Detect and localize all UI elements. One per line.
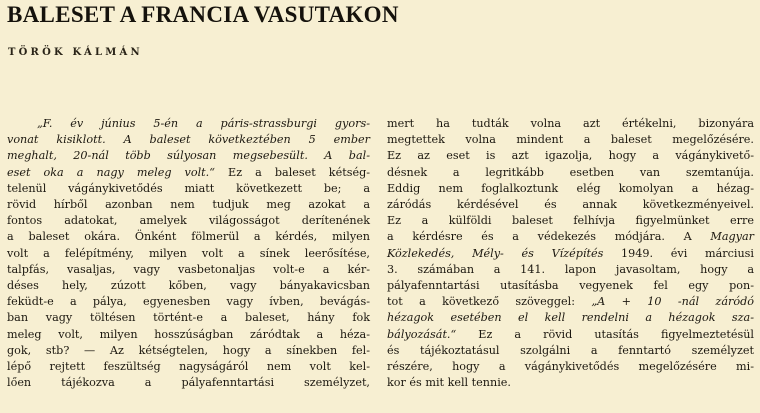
text-line [387, 262, 754, 278]
italic-text-run: „F. év június 5-én a páris-strassburgi gyors- [37, 117, 370, 130]
text-run: volt a felépítmény, milyen volt a sínek leerősítése, [7, 246, 370, 260]
italic-text-run: eset oka a nagy meleg volt.“ [7, 165, 215, 179]
text-line [7, 310, 370, 326]
text-line [387, 213, 754, 229]
text-line [7, 294, 370, 310]
text-line [7, 116, 370, 132]
text-run: a baleset okára. Önként fölmerül a kérdés, milyen [7, 230, 370, 244]
italic-text-run: Közlekedés, Mély- és Vízépítés [387, 246, 604, 260]
text-run: lépő rejtett feszültség nagyságáról nem volt kel- [7, 360, 370, 374]
text-run: rövid hírből azonban nem tudjuk meg azokat a [7, 198, 370, 212]
text-run: a kérdésre és a védekezés módjára. A [387, 230, 711, 244]
text-line [7, 359, 370, 375]
text-line [387, 294, 754, 310]
text-run: pályafenntartási utasításba vegyenek fel egy pon- [387, 279, 754, 293]
italic-text-run: bályozását.“ [387, 327, 457, 341]
italic-text-run: hézagok esetében el kell rendelni a hézagok sza- [387, 311, 754, 325]
text-run: telenül vágánykivetődés miatt következett be; a [7, 181, 370, 195]
text-line [387, 197, 754, 213]
text-run: meleg volt, milyen hosszúságban záródtak a héza- [7, 327, 370, 341]
italic-text-run: Magyar [710, 230, 754, 244]
text-line [7, 375, 370, 391]
text-line [387, 278, 754, 294]
italic-text-run: meghalt, 20-nál több súlyosan megsebesült. A bal- [7, 149, 370, 163]
article-author: TÖRÖK KÁLMÁN [8, 47, 143, 58]
text-line [7, 213, 370, 229]
text-run: záródás kérdésével és annak következményeivel. [387, 198, 754, 212]
text-run: kor és mit kell tennie. [387, 376, 511, 390]
text-run: mert ha tudták volna azt értékelni, bizonyára [387, 117, 754, 130]
text-line [7, 197, 370, 213]
text-line [7, 278, 370, 294]
italic-text-run: „A + 10 -nál záródó [591, 295, 754, 309]
text-run: déses hely, zúzott kőben, vagy bányakavicsban [7, 279, 370, 293]
text-run: Ez a baleset kétség- [214, 165, 371, 179]
article-title: BALESET A FRANCIA VASUTAKON [7, 2, 399, 27]
text-line [7, 262, 370, 278]
text-run: Ez az eset is azt igazolja, hogy a vágánykivető- [387, 149, 754, 163]
text-line [387, 246, 754, 262]
text-line [387, 165, 754, 181]
text-line [387, 229, 754, 245]
text-run: désnek a legritkább esetben van szemtanúja. [387, 165, 754, 179]
text-run: lően tájékozva a pályafenntartási személyzet, [7, 376, 370, 390]
text-line [7, 327, 370, 343]
text-column-left [7, 116, 370, 391]
italic-text-run: vonat kisiklott. A baleset következtében 5 ember [7, 133, 370, 147]
text-run: megtettek volna mindent a baleset megelőzésére. [387, 133, 754, 147]
text-line [387, 148, 754, 164]
text-line [387, 116, 754, 132]
text-run: Eddig nem foglalkoztunk elég komolyan a hézag- [387, 181, 754, 195]
text-line [7, 343, 370, 359]
text-line [7, 148, 370, 164]
text-line [7, 165, 370, 181]
text-line [7, 229, 370, 245]
text-run: részére, hogy a vágánykivetődés megelőzésére mi- [387, 360, 754, 374]
text-line [387, 327, 754, 343]
text-line [387, 343, 754, 359]
text-run: ban vagy töltésen történt-e a baleset, hány fok [7, 311, 370, 325]
text-run: gok, stb? — Az kétségtelen, hogy a sínekben fel- [7, 343, 370, 357]
text-run: talpfás, vasaljas, vagy vasbetonaljas volt-e a kér- [7, 262, 370, 276]
text-run: feküdt-e a pálya, egyenesben vagy ívben, bevágás- [7, 295, 370, 309]
text-run: tot a következő szöveggel: [387, 295, 592, 309]
text-run: és tájékoztatásul szolgálni a fenntartó személyzet [387, 343, 754, 357]
text-line [387, 310, 754, 326]
text-line [387, 181, 754, 197]
text-column-right [387, 116, 754, 391]
text-run: 3. számában a 141. lapon javasoltam, hogy a [387, 262, 754, 276]
text-line [387, 375, 754, 391]
text-line [7, 246, 370, 262]
text-line [387, 132, 754, 148]
text-line [387, 359, 754, 375]
text-run: Ez a külföldi baleset felhívja figyelmünket erre [387, 214, 754, 228]
text-line [7, 132, 370, 148]
text-run: 1949. évi márciusi [603, 246, 754, 260]
text-run: fontos adatokat, amelyek világosságot derítenének [7, 214, 370, 228]
text-run: Ez a rövid utasítás figyelmeztetésül [456, 327, 754, 341]
text-line [7, 181, 370, 197]
